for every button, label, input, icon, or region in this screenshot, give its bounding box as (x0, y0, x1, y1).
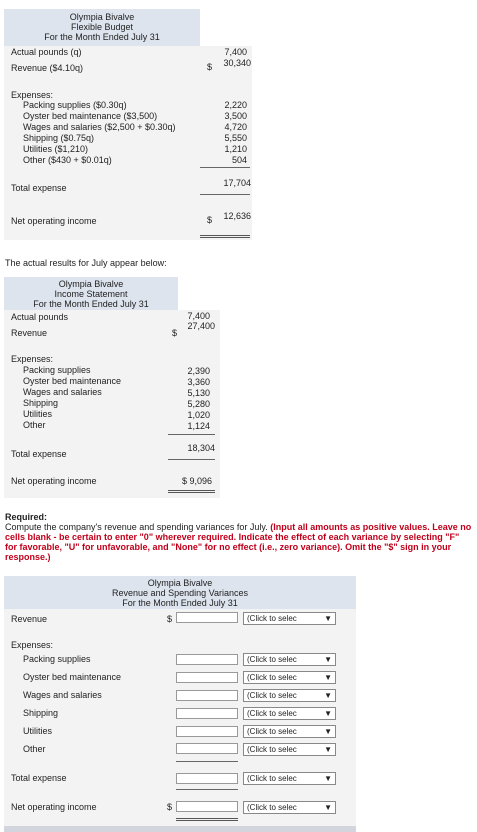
shipping-variance-input[interactable] (176, 708, 238, 719)
flex-actual-pounds-label: Actual pounds (q) (11, 47, 82, 57)
actual-title: Income Statement (54, 289, 128, 299)
variance-total-rule (176, 789, 238, 790)
actual-expense-label: Shipping (23, 398, 59, 408)
packing-supplies-effect-select[interactable] (243, 653, 336, 666)
variance-noi-double-rule (176, 818, 238, 821)
actual-revenue-currency: $ (172, 328, 178, 338)
actual-total-expense-label: Total expense (11, 449, 67, 459)
actual-expense-value: 2,390 (187, 366, 210, 376)
actual-expense-value: 5,130 (187, 388, 210, 398)
flex-period: For the Month Ended July 31 (44, 32, 160, 42)
select-placeholder: (Click to selec (247, 803, 297, 812)
variance-noi-currency: $ (167, 802, 173, 812)
noi-effect-select[interactable] (243, 801, 336, 814)
cropped-top-text (0, 0, 477, 6)
flex-expense-label: Wages and salaries ($2,500 + $0.30q) (23, 122, 176, 132)
variance-period: For the Month Ended July 31 (122, 598, 238, 608)
flex-expense-label: Utilities ($1,210) (23, 144, 89, 154)
variance-expense-label: Packing supplies (23, 654, 91, 664)
triangle-down-icon: ▼ (324, 709, 332, 718)
actual-total-rule (168, 459, 215, 460)
actual-company: Olympia Bivalve (58, 279, 124, 289)
triangle-down-icon: ▼ (324, 774, 332, 783)
select-placeholder: (Click to selec (247, 727, 297, 736)
flex-total-rule (200, 194, 250, 195)
intro-text: The actual results for July appear below: (5, 258, 167, 268)
actual-expense-value: 3,360 (187, 377, 210, 387)
triangle-down-icon: ▼ (324, 745, 332, 754)
total-expense-effect-select[interactable] (243, 772, 336, 785)
select-placeholder: (Click to selec (247, 691, 297, 700)
actual-expenses-label: Expenses: (11, 354, 54, 364)
actual-revenue-value: 27,400 (187, 321, 215, 331)
noi-variance-input[interactable] (176, 801, 238, 812)
flex-expense-label: Packing supplies ($0.30q) (23, 100, 127, 110)
flex-actual-pounds-value: 7,400 (224, 47, 247, 57)
flex-expense-value: 2,220 (224, 100, 247, 110)
flex-noi-label: Net operating income (11, 216, 97, 226)
variance-expense-label: Wages and salaries (23, 690, 102, 700)
required-title: Required: (5, 512, 48, 522)
flex-expense-rule (200, 167, 250, 168)
actual-period: For the Month Ended July 31 (33, 299, 149, 309)
triangle-down-icon: ▼ (324, 727, 332, 736)
select-placeholder: (Click to selec (247, 709, 297, 718)
oyster-bed-variance-input[interactable] (176, 672, 238, 683)
actual-expense-value: 1,124 (187, 421, 210, 431)
required-text (5, 522, 473, 562)
actual-expense-label: Utilities (23, 409, 53, 419)
total-expense-variance-input[interactable] (176, 773, 238, 784)
triangle-down-icon: ▼ (324, 655, 332, 664)
flex-budget-header (4, 9, 200, 46)
variance-expenses-label: Expenses: (11, 640, 54, 650)
select-placeholder: (Click to selec (247, 745, 297, 754)
flex-expense-value: 4,720 (224, 122, 247, 132)
actual-expense-label: Wages and salaries (23, 387, 102, 397)
table-bottom-bar (4, 826, 356, 832)
actual-expense-rule (168, 434, 215, 435)
wages-effect-select[interactable] (243, 689, 336, 702)
flex-revenue-value: 30,340 (223, 58, 251, 68)
actual-expense-value: 5,280 (187, 399, 210, 409)
flex-expense-value: 504 (231, 155, 247, 165)
triangle-down-icon: ▼ (324, 803, 332, 812)
other-effect-select[interactable] (243, 743, 336, 756)
required-text-plain: Compute the company's revenue and spending variances for July. (5, 522, 271, 532)
actual-pounds-label: Actual pounds (11, 312, 69, 322)
flex-expense-label: Other ($430 + $0.01q) (23, 155, 112, 165)
packing-supplies-variance-input[interactable] (176, 654, 238, 665)
revenue-variance-input[interactable] (176, 612, 238, 623)
variance-noi-label: Net operating income (11, 802, 97, 812)
variance-revenue-label: Revenue (11, 614, 48, 624)
actual-noi-label: Net operating income (11, 476, 97, 486)
variance-title: Revenue and Spending Variances (112, 588, 248, 598)
select-placeholder: (Click to selec (247, 774, 297, 783)
flex-total-expense-label: Total expense (11, 183, 67, 193)
flex-revenue-label: Revenue ($4.10q) (11, 63, 84, 73)
shipping-effect-select[interactable] (243, 707, 336, 720)
wages-variance-input[interactable] (176, 690, 238, 701)
select-placeholder: (Click to selec (247, 655, 297, 664)
flex-expense-label: Shipping ($0.75q) (23, 133, 95, 143)
actual-revenue-label: Revenue (11, 328, 48, 338)
variance-total-expense-label: Total expense (11, 773, 67, 783)
actual-expense-value: 1,020 (187, 410, 210, 420)
actual-expense-label: Packing supplies (23, 365, 91, 375)
flex-noi-currency: $ (207, 215, 213, 225)
select-placeholder: (Click to selec (247, 614, 297, 623)
variance-expense-label: Other (23, 744, 46, 754)
flex-noi-double-rule (200, 235, 250, 238)
actual-expense-label: Other (23, 420, 46, 430)
variance-expense-label: Utilities (23, 726, 53, 736)
variance-expense-label: Shipping (23, 708, 59, 718)
triangle-down-icon: ▼ (324, 691, 332, 700)
utilities-variance-input[interactable] (176, 726, 238, 737)
variance-revenue-currency: $ (167, 614, 173, 624)
actual-pounds-value: 7,400 (187, 311, 210, 321)
flex-total-expense-value: 17,704 (223, 178, 251, 188)
required-text-instructions: (Input all amounts as positive values. Leave no cells blank - be certain to enter "0" wherever required. Indicate the effect of each variance by selecting "F" for favorable, "U" for unfavorable, and "None" for no effect (i.e., zero variance). Omit the "$" sign in your response.) (5, 522, 472, 562)
oyster-bed-effect-select[interactable] (243, 671, 336, 684)
triangle-down-icon: ▼ (324, 614, 332, 623)
flex-expense-label: Oyster bed maintenance ($3,500) (23, 111, 158, 121)
actual-noi-value: $ 9,096 (181, 476, 212, 486)
actual-total-expense-value: 18,304 (187, 443, 215, 453)
utilities-effect-select[interactable] (243, 725, 336, 738)
variance-header (4, 576, 356, 609)
flex-expense-value: 3,500 (224, 111, 247, 121)
flex-expense-value: 5,550 (224, 133, 247, 143)
revenue-effect-select[interactable] (243, 612, 336, 625)
flex-revenue-currency: $ (207, 62, 213, 72)
other-variance-input[interactable] (176, 743, 238, 754)
variance-expense-rule (176, 761, 238, 762)
actual-noi-double-rule (168, 490, 215, 493)
flex-expenses-label: Expenses: (11, 90, 54, 100)
actual-expense-label: Oyster bed maintenance (23, 376, 122, 386)
flex-expense-value: 1,210 (224, 144, 247, 154)
flex-company: Olympia Bivalve (69, 12, 135, 22)
select-placeholder: (Click to selec (247, 673, 297, 682)
actual-header (4, 277, 178, 310)
variance-company: Olympia Bivalve (147, 578, 213, 588)
variance-expense-label: Oyster bed maintenance (23, 672, 122, 682)
triangle-down-icon: ▼ (324, 673, 332, 682)
flex-noi-value: 12,636 (223, 211, 251, 221)
flex-title: Flexible Budget (70, 22, 134, 32)
